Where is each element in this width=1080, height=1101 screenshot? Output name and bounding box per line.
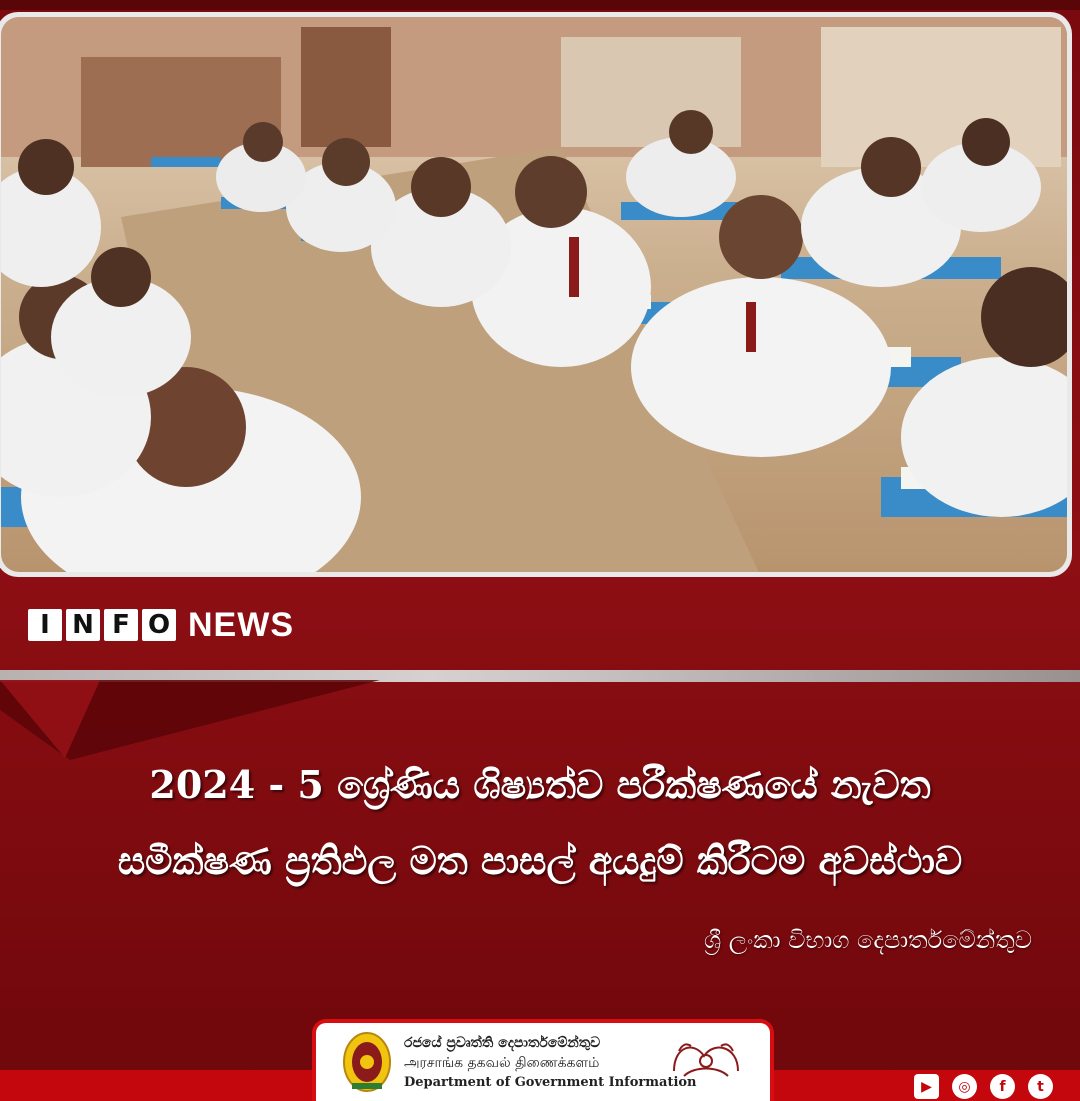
- department-name-block: [404, 1033, 697, 1093]
- brand-letter-o: O: [142, 609, 176, 641]
- brand-news-word: NEWS: [188, 605, 294, 644]
- photo-frame: [0, 12, 1072, 577]
- source-label: ශ්‍රී ලංකා විභාග දෙපාර්තමේන්තුව: [704, 926, 1032, 954]
- department-name-tamil: அரசாங்க தகவல் திணைக்களம்: [404, 1055, 600, 1071]
- department-name-sinhala: රජයේ ප්‍රවෘත්ති දෙපාර්තමේන්තුව: [404, 1035, 601, 1051]
- brand-letter-n: N: [66, 609, 100, 641]
- photo-illustration: [1, 17, 1067, 572]
- top-strip: [0, 0, 1080, 10]
- facebook-icon[interactable]: f: [990, 1074, 1015, 1099]
- youtube-icon[interactable]: ▶: [914, 1074, 939, 1099]
- instagram-icon[interactable]: ◎: [952, 1074, 977, 1099]
- headline-line-2: සමීක්ෂණ ප්‍රතිඵල මත පාසල් අයදුම් කිරීටම අවස්ථාව: [117, 838, 963, 883]
- department-name-english: Department of Government Information: [404, 1075, 697, 1090]
- brand-letter-f: F: [104, 609, 138, 641]
- classroom-exam-photo: [1, 17, 1067, 572]
- brand-letter-i: I: [28, 609, 62, 641]
- twitter-icon[interactable]: t: [1028, 1074, 1053, 1099]
- social-links: [914, 1074, 1053, 1099]
- sri-lanka-emblem-icon: [342, 1031, 392, 1093]
- info-news-brand: [28, 605, 294, 644]
- swan-ornament-icon: [664, 1031, 748, 1091]
- headline-line-1: 2024 - 5 ශ්‍රේණිය ශිෂ්‍යත්ව පරීක්ෂණයේ නැවත: [149, 762, 931, 807]
- department-logo-card: [312, 1019, 774, 1101]
